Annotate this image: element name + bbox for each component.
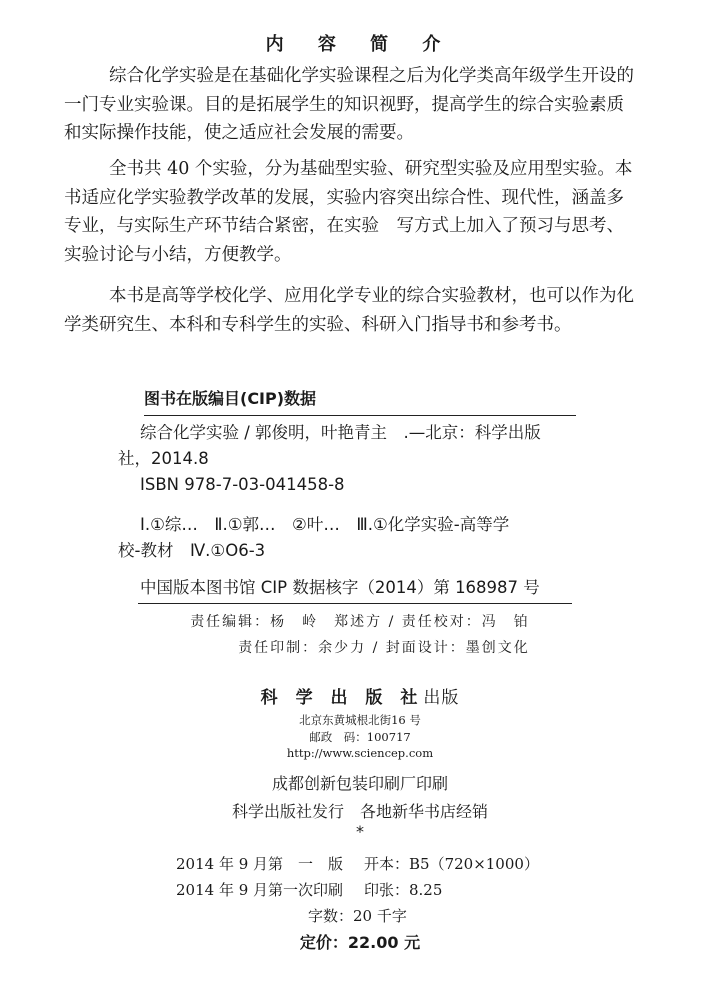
publisher-line (0, 683, 720, 708)
publisher-url: http://www.sciencep.com (286, 746, 434, 760)
intro-p2-line-4: 实验讨论与小结，方便教学。 (64, 244, 292, 265)
printing-date: 2014 年 9 月第一次印刷 (176, 881, 344, 899)
intro-paragraph-2 (64, 155, 646, 269)
cip-title-line-1: 综合化学实验 / 郭俊明，叶艳青主 .—北京：科学出版 (140, 423, 541, 442)
publisher-name: 科 学 出 版 社 (260, 688, 424, 708)
printer-line: 成都创新包装印刷厂印刷 (271, 774, 448, 793)
publisher-suffix: 出版 (423, 688, 460, 708)
intro-p1-line-1: 综合化学实验是在基础化学实验课程之后为化学类高年级学生开设的 (109, 66, 634, 86)
cip-isbn: ISBN 978-7-03-041458-8 (140, 475, 345, 494)
intro-p1-line-2: 一门专业实验课。目的是拓展学生的知识视野，提高学生的综合实验素质 (64, 94, 624, 115)
edition-date: 2014 年 9 月第 一 版 (176, 855, 344, 873)
staff-line-1: 责任编辑：杨 岭 郑述方 / 责任校对：冯 铂 (190, 614, 530, 630)
cip-title-line-2: 社，2014.8 (118, 449, 209, 468)
publisher-postcode: 邮政 码：100717 (309, 730, 411, 744)
intro-p3-line-2: 学类研究生、本科和专科学生的实验、科研入门指导书和参考书。 (64, 314, 572, 335)
intro-paragraph-1 (64, 62, 646, 148)
cip-classification-line-1: Ⅰ.①综… Ⅱ.①郭… ②叶… Ⅲ.①化学实验-高等学 (140, 515, 510, 534)
intro-p1-line-3: 和实际操作技能，使之适应社会发展的需要。 (64, 123, 414, 143)
intro-p2-line-2: 书适应化学实验教学改革的发展，实验内容突出综合性、现代性，涵盖多 (64, 187, 624, 208)
distribution-line: 科学出版社发行 各地新华书店经销 (231, 802, 488, 821)
cip-classification-line-2: 校-教材 Ⅳ.①O6-3 (118, 541, 266, 560)
intro-p2-line-1: 全书共 40 个实验，分为基础型实验、研究型实验及应用型实验。本 (109, 159, 633, 179)
cip-heading: 图书在版编目(CIP)数据 (144, 386, 576, 416)
cip-bottom-rule (138, 603, 572, 604)
publisher-address: 北京东黄城根北街16 号 (299, 713, 421, 727)
intro-p3-line-1: 本书是高等学校化学、应用化学专业的综合实验教材，也可以作为化 (109, 286, 634, 306)
cip-record-number: 中国版本图书馆 CIP 数据核字（2014）第 168987 号 (140, 578, 540, 597)
printed-sheets: 印张：8.25 (364, 881, 443, 899)
word-count: 字数：20 千字 (308, 907, 407, 925)
staff-line-2: 责任印制：余少力 / 封面设计：墨创文化 (238, 640, 530, 656)
intro-paragraph-3 (64, 282, 646, 339)
book-format: 开本：B5（720×1000） (364, 855, 539, 873)
price: 定价：22.00 元 (299, 933, 421, 952)
separator-star: * (356, 822, 364, 841)
page-title: 内 容 简 介 (265, 34, 455, 55)
intro-p2-line-3: 专业，与实际生产环节结合紧密，在实验 写方式上加入了预习与思考、 (64, 216, 624, 236)
